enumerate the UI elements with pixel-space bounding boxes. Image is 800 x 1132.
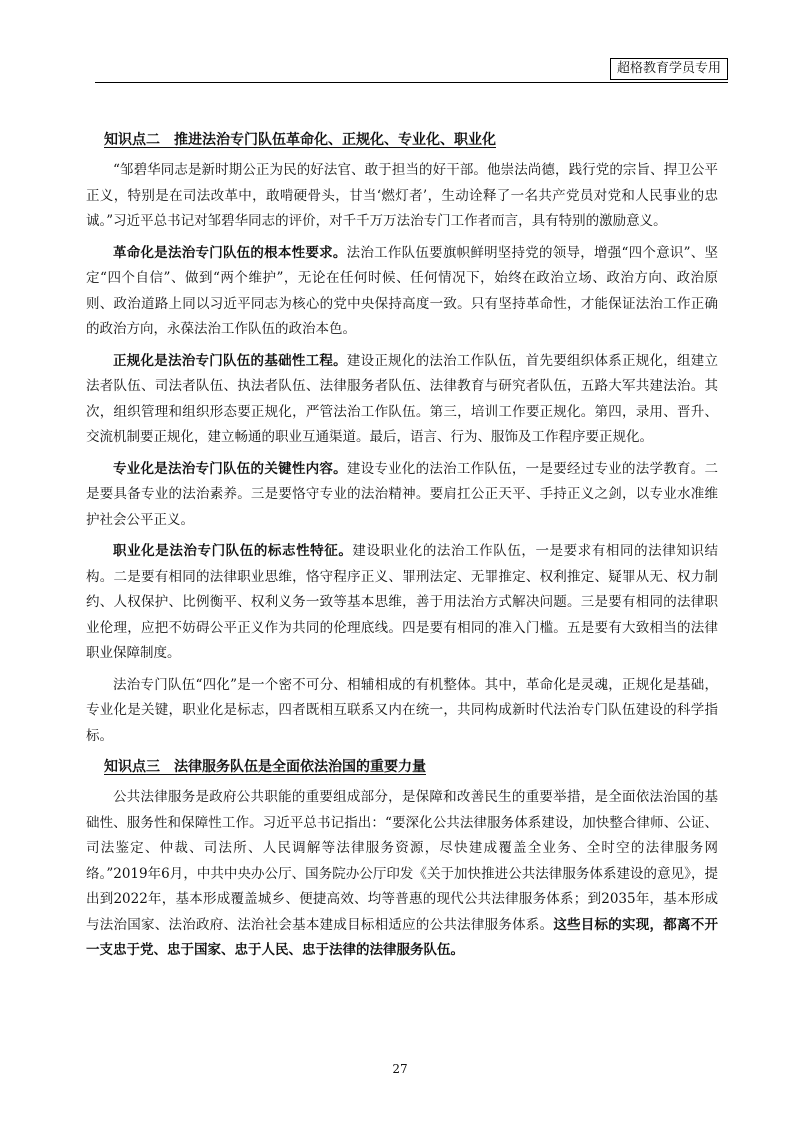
section2-heading: 知识点二 推进法治专门队伍革命化、正规化、专业化、职业化	[104, 132, 496, 148]
section3-paragraph	[86, 785, 718, 964]
section3-heading: 知识点三 法律服务队伍是全面依法治国的重要力量	[104, 759, 426, 775]
professionalization-text: 建设专业化的法治工作队伍，一是要经过专业的法学教育。二是要具备专业的法治素养。三是要恪守专业的法治精神。要肩扛公正天平、手持正义之剑，以专业水准维护社会公平正义。	[86, 460, 719, 528]
revolution-lead: 革命化是法治专门队伍的根本性要求。	[113, 244, 347, 261]
standardization-text: 建设正规化的法治工作队伍，首先要组织体系正规化，组建立法者队伍、司法者队伍、执法者队伍、法律服务者队伍、法律教育与研究者队伍，五路大军共建法治。其次，组织管理和组织形态要正规化，严管法治工作队伍。第三，培训工作要正规化。第四，录用、晋升、交流机制要正规化，建立畅通的职业互通渠道。最后，语言、行为、服饰及工作程序要正规化。	[86, 352, 719, 445]
section2-summary-paragraph: 法治专门队伍“四化”是一个密不可分、相辅相成的有机整体。其中，革命化是灵魂，正规化是基础，专业化是关键，职业化是标志，四者既相互联系又内在统一，共同构成新时代法治专门队伍建设的科学指标。	[86, 676, 718, 744]
revolution-paragraph	[86, 241, 718, 343]
section3-tail: 这些目标的实现，都离不开一支忠于党、忠于国家、忠于人民、忠于法律的法律服务队伍。	[86, 916, 719, 958]
section3-text: 公共法律服务是政府公共职能的重要组成部分，是保障和改善民生的重要举措，是全面依法治国的基础性、服务性和保障性工作。习近平总书记指出：“要深化公共法律服务体系建设，加快整合律师、公证、司法鉴定、仲裁、司法所、人民调解等法律服务资源，尽快建成覆盖全业务、全时空的法律服务网络。”2019年6月，中共中央办公厅、国务院办公厅印发《关于加快推进公共法律服务体系建设的意见》，提出到2022年，基本形成覆盖城乡、便捷高效、均等普惠的现代公共法律服务体系；到2035年，基本形成与法治国家、法治政府、法治社会基本建成目标相适应的公共法律服务体系。	[86, 789, 718, 933]
header-rule	[95, 82, 728, 83]
standardization-paragraph	[86, 349, 718, 451]
revolution-text: 法治工作队伍要旗帜鲜明坚持党的领导，增强“四个意识”、坚定“四个自信”、做到“两个维护”，无论在任何时候、任何情况下，始终在政治立场、政治方向、政治原则、政治道路上同以习近平同志为核心的党中央保持高度一致。只有坚持革命性，才能保证法治工作正确的政治方向，永葆法治工作队伍的政治本色。	[86, 244, 719, 337]
careerization-text: 建设职业化的法治工作队伍，一是要求有相同的法律知识结构。二是要有相同的法律职业思维，恪守程序正义、罪刑法定、无罪推定、权利推定、疑罪从无、权力制约、人权保护、比例衡平、权利义务一致等基本思维，善于用法治方式解决问题。三是要有相同的法律职业伦理，应把不妨碍公平正义作为共同的伦理底线。四是要有相同的准入门槛。五是要有大致相当的法律职业保障制度。	[86, 543, 719, 661]
header-label: 超格教育学员专用	[610, 58, 728, 80]
standardization-lead: 正规化是法治专门队伍的基础性工程。	[113, 352, 347, 369]
page-content	[86, 128, 718, 970]
careerization-paragraph	[86, 539, 718, 667]
section2-intro-paragraph: “邹碧华同志是新时期公正为民的好法官、敢于担当的好干部。他崇法尚德，践行党的宗旨、捍卫公平正义，特别是在司法改革中，敢啃硬骨头，甘当‘燃灯者’，生动诠释了一名共产党员对党和人民事业的忠诚。”习近平总书记对邹碧华同志的评价，对千千万万法治专门工作者而言，具有特别的激励意义。	[86, 162, 718, 229]
professionalization-lead: 专业化是法治专门队伍的关键性内容。	[113, 460, 347, 477]
page-number: 27	[392, 1062, 408, 1076]
careerization-lead: 职业化是法治专门队伍的标志性特征。	[113, 543, 353, 559]
professionalization-paragraph	[86, 457, 718, 534]
